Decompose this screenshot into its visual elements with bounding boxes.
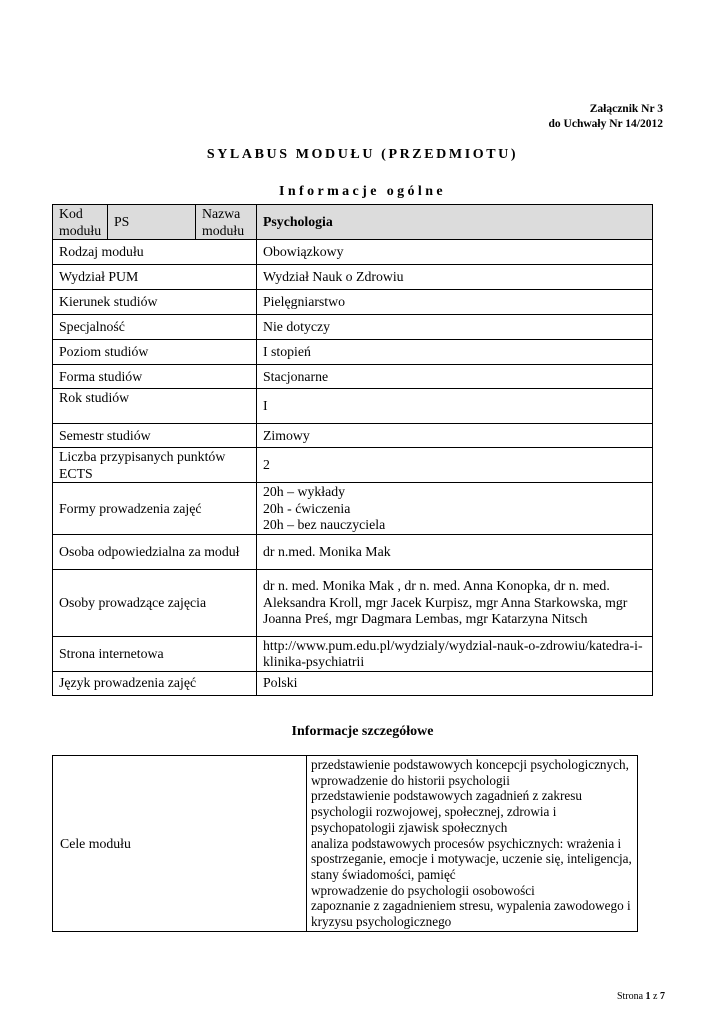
- row-label: Wydział PUM: [53, 265, 257, 290]
- module-header-row: [53, 205, 653, 240]
- row-value: Polski: [257, 671, 653, 695]
- footer-page: 1: [645, 991, 651, 1002]
- table-row: [53, 424, 653, 448]
- row-value: Stacjonarne: [257, 365, 653, 389]
- table-row: [53, 569, 653, 636]
- row-label: Specjalność: [53, 315, 257, 340]
- row-label: Strona internetowa: [53, 636, 257, 671]
- row-value: Nie dotyczy: [257, 315, 653, 340]
- row-value: I stopień: [257, 340, 653, 365]
- document-title: SYLABUS MODUŁU (PRZEDMIOTU): [206, 147, 519, 162]
- goal-item: analiza podstawowych procesów psychicznych: wrażenia i spostrzeganie, emocje i motywacje, uczenie się, inteligencja, stany świadomości, pamięć: [311, 835, 632, 882]
- goal-item: wprowadzenie do psychologii osobowości: [311, 882, 535, 898]
- goals-list: [307, 756, 638, 932]
- footer-total: 7: [660, 991, 665, 1002]
- row-label: Rodzaj modułu: [53, 240, 257, 265]
- table-row: [53, 290, 653, 315]
- goals-row: [53, 756, 638, 932]
- table-row: [53, 636, 653, 671]
- row-value: Obowiązkowy: [257, 240, 653, 265]
- table-row: [53, 340, 653, 365]
- row-value: dr n. med. Monika Mak , dr n. med. Anna Konopka, dr n. med. Aleksandra Kroll, mgr Jacek Kurpisz, mgr Anna Starkowska, mgr Joanna Preś, mgr Dagmara Lembas, mgr Katarzyna Nitsch: [257, 569, 653, 636]
- row-value: Wydział Nauk o Zdrowiu: [257, 265, 653, 290]
- row-label: Liczba przypisanych punktów ECTS: [53, 448, 257, 483]
- table-row: [53, 671, 653, 695]
- module-name-label: Nazwa modułu: [196, 205, 257, 240]
- teaching-form-lecture: 20h – wykłady: [263, 484, 346, 499]
- module-name-value: Psychologia: [257, 205, 653, 240]
- row-label: Rok studiów: [53, 389, 257, 424]
- website-link[interactable]: http://www.pum.edu.pl/wydzialy/wydzial-nauk-o-zdrowiu/katedra-i-klinika-psychiatrii: [257, 636, 653, 671]
- goal-item: przedstawienie podstawowych koncepcji psychologicznych, wprowadzenie do historii psychologii: [311, 757, 629, 788]
- row-label: Semestr studiów: [53, 424, 257, 448]
- table-row: [53, 534, 653, 569]
- row-label: Język prowadzenia zajęć: [53, 671, 257, 695]
- row-value: Zimowy: [257, 424, 653, 448]
- goal-item: przedstawienie podstawowych zagadnień z zakresu psychologii rozwojowej, społecznej, zdrowia i psychopatologii zjawisk społecznych: [311, 788, 582, 835]
- table-row: [53, 315, 653, 340]
- table-row: [53, 365, 653, 389]
- page-footer: [617, 991, 665, 1002]
- module-code-label: Kod modułu: [53, 205, 108, 240]
- teaching-form-self-study: 20h – bez nauczyciela: [263, 517, 386, 532]
- row-label: Kierunek studiów: [53, 290, 257, 315]
- annex-resolution: do Uchwały Nr 14/2012: [548, 118, 663, 130]
- row-value: dr n.med. Monika Mak: [257, 534, 653, 569]
- row-label: Forma studiów: [53, 365, 257, 389]
- table-row: [53, 483, 653, 535]
- annex-number: Załącznik Nr 3: [589, 103, 663, 115]
- row-value: I: [257, 389, 653, 424]
- detail-info-table: [52, 755, 638, 932]
- table-row: [53, 448, 653, 483]
- footer-prefix: Strona: [616, 991, 644, 1002]
- general-info-table: [52, 204, 653, 696]
- row-label: Formy prowadzenia zajęć: [53, 483, 257, 535]
- table-row: [53, 389, 653, 424]
- row-label: Osoby prowadzące zajęcia: [53, 569, 257, 636]
- goal-item: zapoznanie z zagadnieniem stresu, wypalenia zawodowego i kryzysu psychologicznego: [311, 898, 631, 930]
- row-label: Osoba odpowiedzialna za moduł: [53, 534, 257, 569]
- detail-section-title: Informacje szczegółowe: [291, 724, 434, 739]
- table-row: [53, 265, 653, 290]
- footer-sep: z: [653, 991, 658, 1002]
- row-value-multiline: [257, 483, 653, 535]
- row-value: Pielęgniarstwo: [257, 290, 653, 315]
- teaching-form-exercises: 20h - ćwiczenia: [263, 500, 351, 516]
- table-row: [53, 240, 653, 265]
- module-code-value: PS: [108, 205, 196, 240]
- row-value: 2: [257, 448, 653, 483]
- goals-label: Cele modułu: [53, 756, 307, 932]
- general-section-title: Informacje ogólne: [278, 184, 447, 199]
- row-label: Poziom studiów: [53, 340, 257, 365]
- annex-note: [549, 102, 663, 132]
